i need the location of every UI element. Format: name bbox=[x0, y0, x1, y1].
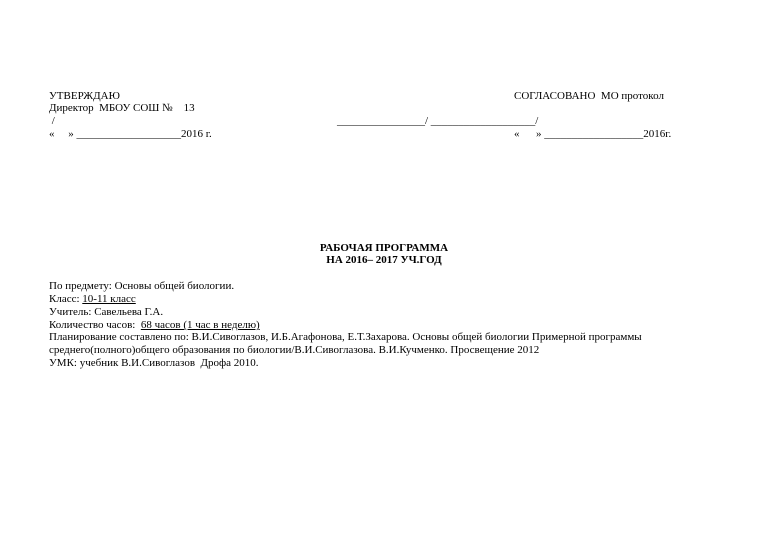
hours-value: 68 часов (1 час в неделю) bbox=[140, 319, 260, 331]
program-heading-line1: РАБОЧАЯ ПРОГРАММА bbox=[319, 242, 449, 254]
umk-line: УМК: учебник В.И.Сивоглазов Дрофа 2010. bbox=[49, 357, 259, 369]
subject-line: По предмету: Основы общей биологии. bbox=[49, 280, 235, 292]
class-line bbox=[49, 293, 136, 305]
agreed-title: СОГЛАСОВАНО МО протокол bbox=[514, 90, 664, 102]
class-value: 10-11 класс bbox=[82, 293, 136, 305]
teacher-line: Учитель: Савельева Г.А. bbox=[49, 306, 164, 318]
approve-slash-line: / bbox=[49, 115, 55, 127]
planning-line-2: среднего(полного)общего образования по биологии/В.И.Сивоглазова. В.И.Кучменко. Просвещение 2012 bbox=[49, 344, 540, 356]
approve-title: УТВЕРЖДАЮ bbox=[49, 90, 120, 102]
agreed-date-line: « » __________________2016г. bbox=[514, 128, 672, 140]
director-line: Директор МБОУ СОШ № 13 bbox=[49, 102, 195, 114]
class-label: Класс: bbox=[49, 293, 83, 305]
approve-date-line: « » ___________________2016 г. bbox=[49, 128, 212, 140]
program-heading-line2: НА 2016– 2017 УЧ.ГОД bbox=[326, 254, 442, 266]
hours-label: Количество часов: bbox=[49, 319, 141, 331]
agreed-signature-line: ________________/ ___________________/ bbox=[337, 115, 539, 127]
hours-line bbox=[49, 319, 260, 331]
planning-line-1: Планирование составлено по: В.И.Сивоглазов, И.Б.Агафонова, Е.Т.Захарова. Основы общей биологии Примерной программы bbox=[49, 331, 642, 343]
